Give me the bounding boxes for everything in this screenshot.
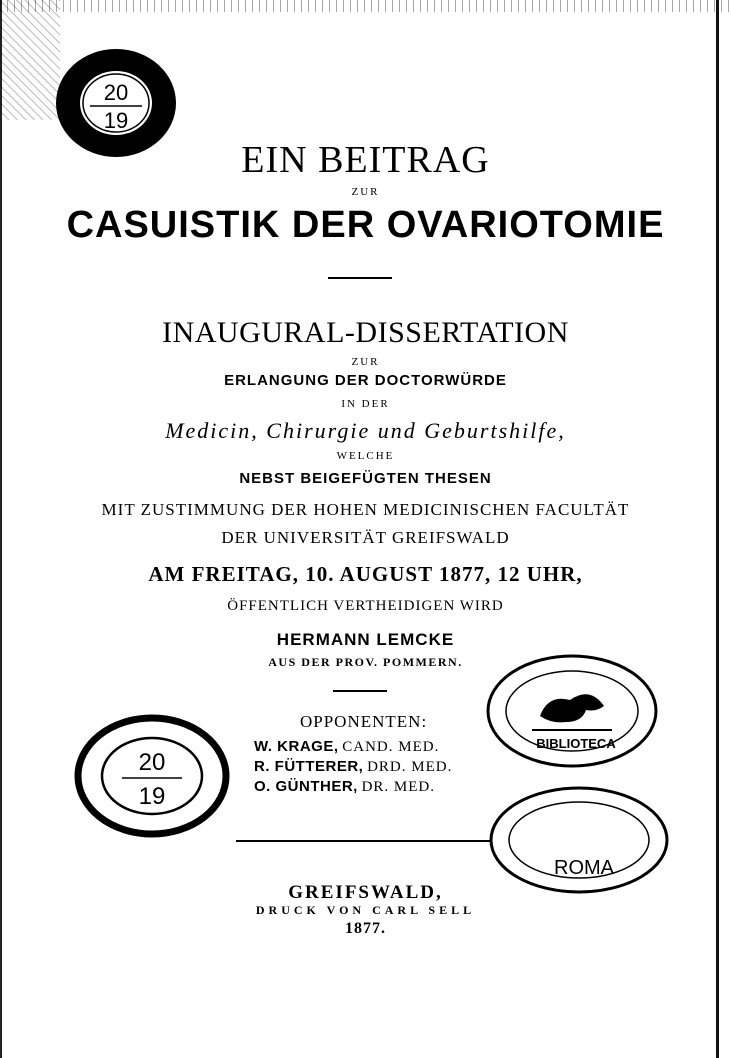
stamp-number-bottom: 19	[103, 108, 129, 133]
scan-noise-corner	[0, 0, 60, 120]
scan-noise-top	[0, 0, 731, 12]
title-zur: ZUR	[351, 186, 380, 198]
title-line-1: EIN BEITRAG	[241, 139, 490, 181]
dissertation-date: AM FREITAG, 10. AUGUST 1877, 12 UHR,	[148, 562, 583, 586]
author-origin: AUS DER PROV. POMMERN.	[268, 655, 463, 669]
dissertation-in-der: IN DER	[341, 398, 390, 410]
dissertation-fields: Medicin, Chirurgie und Geburtshilfe,	[165, 418, 566, 443]
imprint-year: 1877.	[345, 920, 386, 937]
dissertation-heading: INAUGURAL-DISSERTATION	[162, 316, 569, 349]
title-line-2: CASUISTIK DER OVARIOTOMIE	[66, 204, 665, 246]
stamp-number-top: 20	[138, 749, 166, 776]
dissertation-mit: MIT ZUSTIMMUNG DER HOHEN MEDICINISCHEN FACULTÄT	[101, 500, 630, 519]
imprint-city: GREIFSWALD,	[288, 882, 443, 903]
opponent-row	[254, 738, 439, 756]
dissertation-oeffentlich: ÖFFENTLICH VERTHEIDIGEN WIRD	[227, 598, 504, 614]
divider-rule	[333, 690, 387, 692]
opponent-name: R. FÜTTERER,	[254, 758, 364, 775]
opponent-degree: DRD. MED.	[367, 759, 453, 775]
dissertation-nebst: NEBST BEIGEFÜGTEN THESEN	[239, 470, 492, 487]
opponent-row	[254, 778, 435, 796]
dissertation-erlangung: ERLANGUNG DER DOCTORWÜRDE	[224, 372, 507, 389]
opponent-row	[254, 758, 452, 776]
opponent-degree: CAND. MED.	[342, 739, 440, 755]
imprint-printer: DRUCK VON CARL SELL	[255, 903, 476, 917]
opponent-name: O. GÜNTHER,	[254, 778, 358, 795]
stamp-label: BIBLIOTECA	[536, 736, 616, 751]
stamp-number-bottom: 19	[138, 783, 166, 810]
dissertation-welche: WELCHE	[336, 450, 395, 462]
opponent-name: W. KRAGE,	[254, 738, 339, 755]
dissertation-universitaet: DER UNIVERSITÄT GREIFSWALD	[221, 528, 510, 547]
divider-rule	[328, 277, 392, 279]
library-stamp-middle-left	[72, 712, 232, 840]
long-divider-rule	[236, 840, 492, 842]
dissertation-zur: ZUR	[351, 356, 380, 368]
opponent-degree: DR. MED.	[361, 779, 436, 795]
opponents-heading: OPPONENTEN:	[300, 712, 428, 731]
stamp-number-top: 20	[103, 80, 129, 105]
stamp-city: ROMA	[554, 857, 614, 879]
author-name: HERMANN LEMCKE	[276, 630, 455, 649]
library-stamp-right	[486, 784, 672, 896]
